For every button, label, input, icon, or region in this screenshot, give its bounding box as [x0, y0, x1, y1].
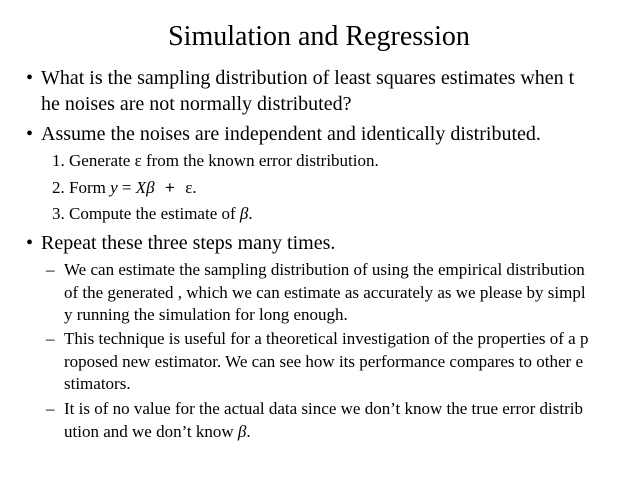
- step-3-end: .: [248, 204, 253, 223]
- step-3-beta: β: [239, 204, 249, 223]
- sub3-line2-end: .: [246, 422, 251, 441]
- bullet-marker: •: [26, 67, 34, 89]
- step-1: 1. Generate ε from the known error distribution.: [52, 151, 379, 170]
- dash-marker: –: [46, 260, 55, 279]
- step-2-xbeta: Xβ: [135, 178, 155, 197]
- bullet2-text: Assume the noises are independent and identically distributed.: [41, 123, 541, 145]
- sub2-line1: This technique is useful for a theoretical investigation of the properties of a p: [64, 329, 589, 348]
- step-2-prefix: 2. Form: [52, 178, 111, 197]
- step-2-y: y: [110, 178, 118, 197]
- dash-marker: –: [46, 329, 55, 348]
- bullet1-line1: What is the sampling distribution of least squares estimates when t: [41, 67, 575, 89]
- bullet3-text: Repeat these three steps many times.: [41, 232, 336, 254]
- step-2-end: ε.: [185, 178, 197, 197]
- sub1-line1: We can estimate the sampling distribution of using the empirical distribution: [64, 260, 585, 279]
- bullet-marker: •: [26, 232, 34, 254]
- sub3-beta: β: [237, 422, 247, 441]
- sub1-line3: y running the simulation for long enough.: [64, 305, 348, 324]
- bullet1-line2: he noises are not normally distributed?: [41, 93, 352, 115]
- sub2-line2: roposed new estimator. We can see how its performance compares to other e: [64, 352, 583, 371]
- step-2-eq: =: [117, 178, 136, 197]
- step-2-plus: +: [154, 180, 186, 199]
- step-3-prefix: 3. Compute the estimate of: [52, 204, 240, 223]
- sub3-line2: [64, 421, 251, 443]
- step-3: [52, 203, 253, 225]
- slide-title: Simulation and Regression: [168, 21, 470, 52]
- dash-marker: –: [46, 399, 55, 418]
- sub3-line1: It is of no value for the actual data since we don’t know the true error distrib: [64, 399, 583, 418]
- sub3-line2-prefix: ution and we don’t know: [64, 422, 238, 441]
- bullet-marker: •: [26, 123, 34, 145]
- sub2-line3: stimators.: [64, 374, 131, 393]
- step-2: [52, 177, 197, 201]
- sub1-line2: of the generated , which we can estimate as accurately as we please by simpl: [64, 283, 586, 302]
